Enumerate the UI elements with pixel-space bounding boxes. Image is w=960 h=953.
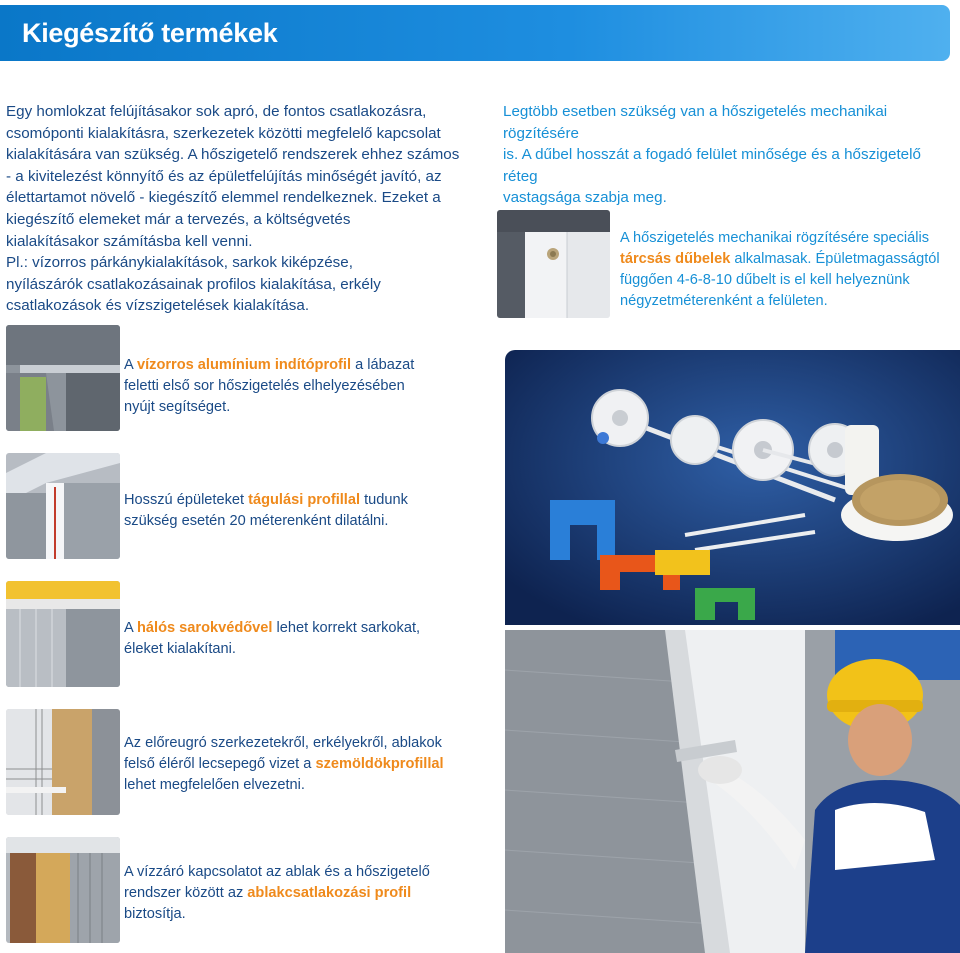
page-header bbox=[0, 5, 950, 61]
tagulasi-profil-image bbox=[6, 453, 120, 559]
item-highlight: tágulási profillal bbox=[248, 492, 361, 508]
ablakcsatlakozasi-profil-image bbox=[6, 837, 120, 943]
intro-line: Egy homlokzat felújításakor sok apró, de fontos csatlakozásra, bbox=[6, 103, 427, 120]
tagulasi-profil-thumbnail bbox=[6, 453, 120, 559]
intro-line: élettartamot növelő - kiegészítő elemmel rendelkeznek. Ezeket a bbox=[6, 189, 441, 207]
ablakcsatlakozasi-profil-thumbnail bbox=[6, 837, 120, 943]
item-highlight: ablakcsatlakozási profil bbox=[247, 885, 412, 901]
dubel-highlight: tárcsás dűbelek bbox=[620, 251, 731, 267]
indito-profil-thumbnail bbox=[6, 325, 120, 431]
item-line bbox=[124, 618, 484, 639]
sarokvedo-thumbnail bbox=[6, 581, 120, 687]
item-highlight: szemöldökprofillal bbox=[315, 756, 444, 772]
item-line bbox=[124, 754, 484, 775]
dubel-note-text: alkalmasak. Épületmagasságtól bbox=[730, 251, 940, 267]
item-sarokvedo bbox=[124, 618, 484, 660]
intro-line: nyílászárók csatlakozásainak profilos kialakítása, erkély bbox=[6, 275, 381, 293]
intro-line: kialakításakor számításba kell venni. bbox=[6, 232, 253, 250]
item-highlight: vízorros alumínium indítóprofil bbox=[136, 357, 352, 373]
intro-line: kiegészítő elemeket már a tervezés, a költségvetés bbox=[6, 210, 351, 228]
sarokvedo-image bbox=[6, 581, 120, 687]
item-text: tudunk bbox=[360, 492, 408, 508]
item-szemoldok-profil bbox=[124, 733, 484, 796]
item-highlight: hálós sarokvédővel bbox=[136, 620, 273, 636]
dubel-note bbox=[620, 228, 960, 312]
item-line: lehet megfelelően elvezetni. bbox=[124, 777, 305, 793]
intro-line: csomóponti kialakításra, szerkezetek közötti megfelelő kapcsolat bbox=[6, 124, 441, 142]
dubel-note-line: A hőszigetelés mechanikai rögzítésére speciális bbox=[620, 230, 930, 246]
item-text: felső éléről lecsepegő vizet a bbox=[124, 756, 316, 772]
item-line bbox=[124, 490, 484, 511]
indito-profil-image bbox=[6, 325, 120, 431]
right-intro-paragraph bbox=[503, 101, 958, 209]
worker-photo bbox=[505, 630, 960, 953]
item-line: biztosítja. bbox=[124, 906, 186, 922]
item-text: Hosszú épületeket bbox=[124, 492, 249, 508]
dubel-accessories-image bbox=[505, 350, 960, 625]
intro-line: Pl.: vízorros párkánykialakítások, sarkok kiképzése, bbox=[6, 254, 353, 272]
item-text: rendszer között az bbox=[124, 885, 248, 901]
item-line: szükség esetén 20 méterenként dilatálni. bbox=[124, 513, 389, 529]
intro-line: - a kivitelezést könnyítő és az épületfelújítás minőségét javító, az bbox=[6, 167, 442, 185]
page-title: Kiegészítő termékek bbox=[22, 18, 278, 48]
dubel-accessories-photo bbox=[505, 350, 960, 625]
dubel-note-line: négyzetméterenként a felületen. bbox=[620, 293, 828, 309]
dubel-note-line bbox=[620, 249, 960, 270]
right-intro-line: is. A dűbel hosszát a fogadó felület minősége és a hőszigetelő réteg bbox=[503, 146, 921, 185]
item-ablakcsatlakozasi-profil bbox=[124, 862, 484, 925]
szemoldok-profil-image bbox=[6, 709, 120, 815]
dubel-note-line: függően 4-6-8-10 dűbelt is el kell helyeznünk bbox=[620, 272, 910, 288]
intro-paragraph bbox=[6, 101, 486, 317]
dubel-image bbox=[497, 210, 610, 318]
item-line: Az előreugró szerkezetekről, erkélyekről, ablakok bbox=[124, 735, 442, 751]
item-line: nyújt segítséget. bbox=[124, 399, 231, 415]
item-text: A bbox=[124, 620, 137, 636]
szemoldok-profil-thumbnail bbox=[6, 709, 120, 815]
worker-image bbox=[505, 630, 960, 953]
item-line: éleket kialakítani. bbox=[124, 641, 236, 657]
right-intro-line: vastagsága szabja meg. bbox=[503, 189, 667, 207]
item-line bbox=[124, 883, 484, 904]
item-indito-profil bbox=[124, 355, 484, 418]
item-text: a lábazat bbox=[351, 357, 415, 373]
item-line: A vízzáró kapcsolatot az ablak és a hőszigetelő bbox=[124, 864, 430, 880]
right-intro-line: Legtöbb esetben szükség van a hőszigetelés mechanikai rögzítésére bbox=[503, 103, 888, 142]
intro-line: csatlakozások és vízszigetelések kialakítása. bbox=[6, 297, 310, 315]
item-text: A bbox=[124, 357, 137, 373]
intro-line: kialakítására van szükség. A hőszigetelő rendszerek ehhez számos bbox=[6, 146, 460, 164]
dubel-thumbnail bbox=[497, 210, 610, 318]
item-text: lehet korrekt sarkokat, bbox=[272, 620, 421, 636]
item-line bbox=[124, 355, 484, 376]
item-line: feletti első sor hőszigetelés elhelyezésében bbox=[124, 378, 405, 394]
item-tagulasi-profil bbox=[124, 490, 484, 532]
